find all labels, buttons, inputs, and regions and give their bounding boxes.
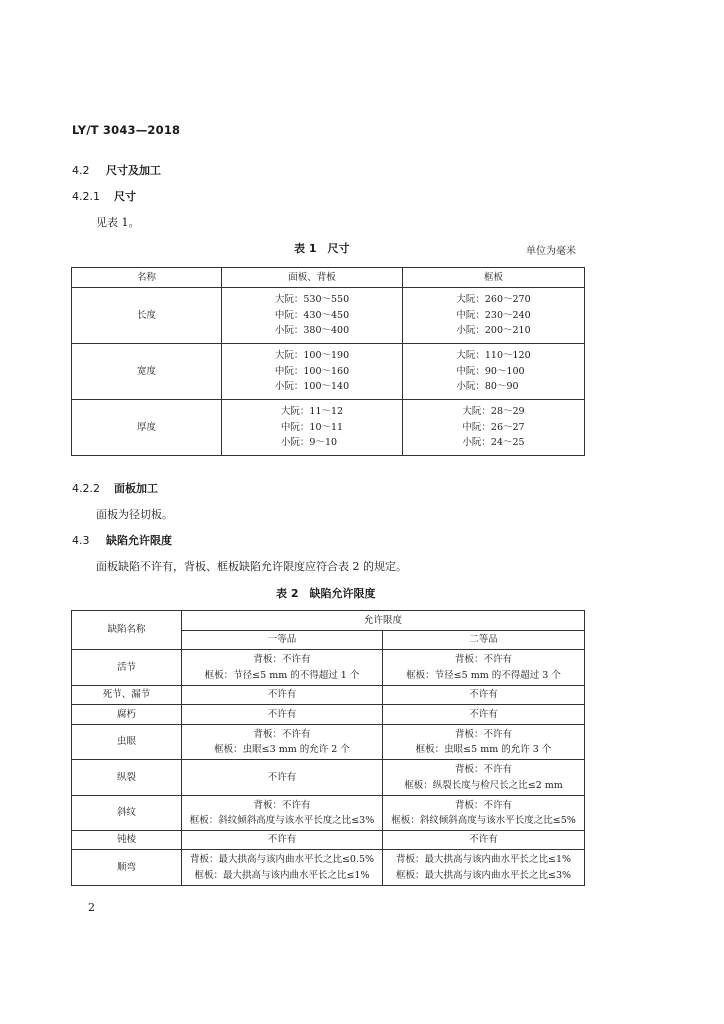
frame-cell bbox=[403, 400, 585, 456]
cell-line: 中阮：26～27 bbox=[462, 421, 525, 433]
cell-line: 中阮：90～100 bbox=[456, 365, 525, 377]
table-row bbox=[72, 760, 585, 796]
table2-caption: 表 2 缺陷允许限度 bbox=[276, 587, 376, 600]
frame-cell bbox=[403, 288, 585, 344]
defect-name: 活节 bbox=[72, 650, 182, 686]
panel-cell bbox=[222, 288, 403, 344]
panel-cell bbox=[222, 344, 403, 400]
heading-4-3 bbox=[72, 532, 172, 548]
table-row bbox=[72, 850, 585, 886]
column-header: 一等品 bbox=[182, 631, 383, 650]
cell-line: 大阮：100～190 bbox=[274, 350, 350, 362]
grade1-cell: 不许有 bbox=[182, 686, 383, 705]
cell-line: 框板：斜纹倾斜高度与该水平长度之比≤3% bbox=[189, 815, 375, 826]
cell-line: 框板：斜纹倾斜高度与该水平长度之比≤5% bbox=[391, 815, 576, 826]
cell-line: 小阮：100～140 bbox=[274, 381, 350, 393]
section-title: 尺寸及加工 bbox=[106, 164, 161, 177]
table1-caption: 表 1 尺寸 bbox=[294, 242, 350, 255]
column-header: 二等品 bbox=[383, 631, 585, 650]
cell-line: 框板：最大拱高与该内曲水平长之比≤1% bbox=[194, 869, 370, 881]
table-row bbox=[72, 400, 585, 456]
grade2-cell bbox=[383, 850, 585, 886]
row-name: 宽度 bbox=[72, 344, 222, 400]
section-title: 缺陷允许限度 bbox=[106, 534, 172, 547]
cell-line: 大阮：530～550 bbox=[274, 294, 350, 306]
grade1-cell: 不许有 bbox=[182, 831, 383, 850]
table-row bbox=[72, 796, 585, 831]
column-header: 面板、背板 bbox=[222, 268, 403, 288]
grade2-cell: 不许有 bbox=[383, 705, 585, 725]
defect-name: 纵裂 bbox=[72, 760, 182, 796]
cell-line: 框板：虫眼≤5 mm 的允许 3 个 bbox=[415, 744, 552, 755]
cell-line: 框板：纵裂长度与检尺长之比≤2 mm bbox=[404, 779, 563, 791]
table-row bbox=[72, 831, 585, 850]
cell-line: 小阮：24～25 bbox=[462, 437, 525, 449]
heading-4-2 bbox=[72, 162, 161, 178]
table-defect-limits bbox=[71, 610, 585, 886]
table-row bbox=[72, 686, 585, 705]
grade1-cell: 不许有 bbox=[182, 760, 383, 796]
panel-cell bbox=[222, 400, 403, 456]
cell-line: 中阮：10～11 bbox=[280, 421, 344, 433]
column-header: 名称 bbox=[72, 268, 222, 288]
section-number: 4.3 bbox=[72, 534, 90, 547]
cell-line: 背板：不许有 bbox=[455, 799, 513, 811]
table-row bbox=[72, 288, 585, 344]
cell-line: 背板：最大拱高与该内曲水平长之比≤0.5% bbox=[189, 854, 375, 865]
table-row bbox=[72, 705, 585, 725]
standard-code: LY/T 3043—2018 bbox=[72, 123, 181, 137]
page-number: 2 bbox=[88, 901, 95, 914]
cell-line: 框板：虫眼≤3 mm 的允许 2 个 bbox=[214, 744, 350, 755]
grade1-cell bbox=[182, 725, 383, 760]
cell-line: 框板：节径≤5 mm 的不得超过 3 个 bbox=[406, 669, 561, 681]
cell-line: 小阮：380～400 bbox=[274, 325, 350, 337]
cell-line: 大阮：28～29 bbox=[462, 406, 525, 418]
table-header-row bbox=[72, 268, 585, 288]
section-number: 4.2.2 bbox=[72, 482, 100, 495]
grade2-cell: 不许有 bbox=[383, 686, 585, 705]
cell-line: 中阮：100～160 bbox=[274, 365, 350, 377]
cell-line: 大阮：260～270 bbox=[456, 294, 531, 306]
grade1-cell: 不许有 bbox=[182, 705, 383, 725]
paragraph-defect-limits: 面板缺陷不许有，背板、框板缺陷允许限度应符合表 2 的规定。 bbox=[96, 560, 407, 573]
defect-name: 腐朽 bbox=[72, 705, 182, 725]
paragraph-panel-processing: 面板为径切板。 bbox=[96, 508, 173, 521]
defect-name: 斜纹 bbox=[72, 796, 182, 831]
column-header: 缺陷名称 bbox=[72, 611, 182, 650]
table-row bbox=[72, 344, 585, 400]
cell-line: 中阮：230～240 bbox=[456, 309, 531, 321]
heading-4-2-1 bbox=[72, 188, 136, 204]
defect-name: 钝棱 bbox=[72, 831, 182, 850]
cell-line: 背板：不许有 bbox=[253, 654, 311, 665]
grade1-cell bbox=[182, 850, 383, 886]
cell-line: 背板：不许有 bbox=[253, 799, 311, 811]
cell-line: 小阮：200～210 bbox=[456, 325, 531, 337]
frame-cell bbox=[403, 344, 585, 400]
table-header-row bbox=[72, 611, 585, 631]
table1-unit: 单位为毫米 bbox=[526, 246, 576, 257]
section-title: 尺寸 bbox=[114, 190, 136, 203]
defect-name: 死节、漏节 bbox=[72, 686, 182, 705]
grade2-cell: 不许有 bbox=[383, 831, 585, 850]
grade1-cell bbox=[182, 650, 383, 686]
cell-line: 大阮：110～120 bbox=[456, 350, 531, 362]
table-row bbox=[72, 725, 585, 760]
paragraph-see-table1: 见表 1。 bbox=[96, 216, 140, 229]
row-name: 长度 bbox=[72, 288, 222, 344]
cell-line: 背板：不许有 bbox=[455, 764, 513, 775]
cell-line: 小阮：9～10 bbox=[280, 437, 338, 449]
table-dimensions bbox=[71, 267, 585, 456]
cell-line: 背板：不许有 bbox=[455, 728, 513, 740]
cell-line: 中阮：430～450 bbox=[274, 309, 350, 321]
section-title: 面板加工 bbox=[114, 482, 158, 495]
section-number: 4.2.1 bbox=[72, 190, 100, 203]
column-header: 允许限度 bbox=[182, 611, 585, 631]
row-name: 厚度 bbox=[72, 400, 222, 456]
defect-name: 顺弯 bbox=[72, 850, 182, 886]
grade2-cell bbox=[383, 796, 585, 831]
grade2-cell bbox=[383, 725, 585, 760]
defect-name: 虫眼 bbox=[72, 725, 182, 760]
section-number: 4.2 bbox=[72, 164, 90, 177]
grade2-cell bbox=[383, 650, 585, 686]
cell-line: 小阮：80～90 bbox=[456, 381, 519, 393]
cell-line: 背板：不许有 bbox=[253, 728, 311, 740]
column-header: 框板 bbox=[403, 268, 585, 288]
cell-line: 大阮：11～12 bbox=[280, 406, 344, 418]
cell-line: 背板：不许有 bbox=[455, 654, 513, 665]
cell-line: 框板：节径≤5 mm 的不得超过 1 个 bbox=[204, 669, 360, 681]
grade2-cell bbox=[383, 760, 585, 796]
table-row bbox=[72, 650, 585, 686]
cell-line: 背板：最大拱高与该内曲水平长之比≤1% bbox=[395, 854, 572, 865]
heading-4-2-2 bbox=[72, 480, 158, 496]
cell-line: 框板：最大拱高与该内曲水平长之比≤3% bbox=[395, 869, 572, 881]
grade1-cell bbox=[182, 796, 383, 831]
